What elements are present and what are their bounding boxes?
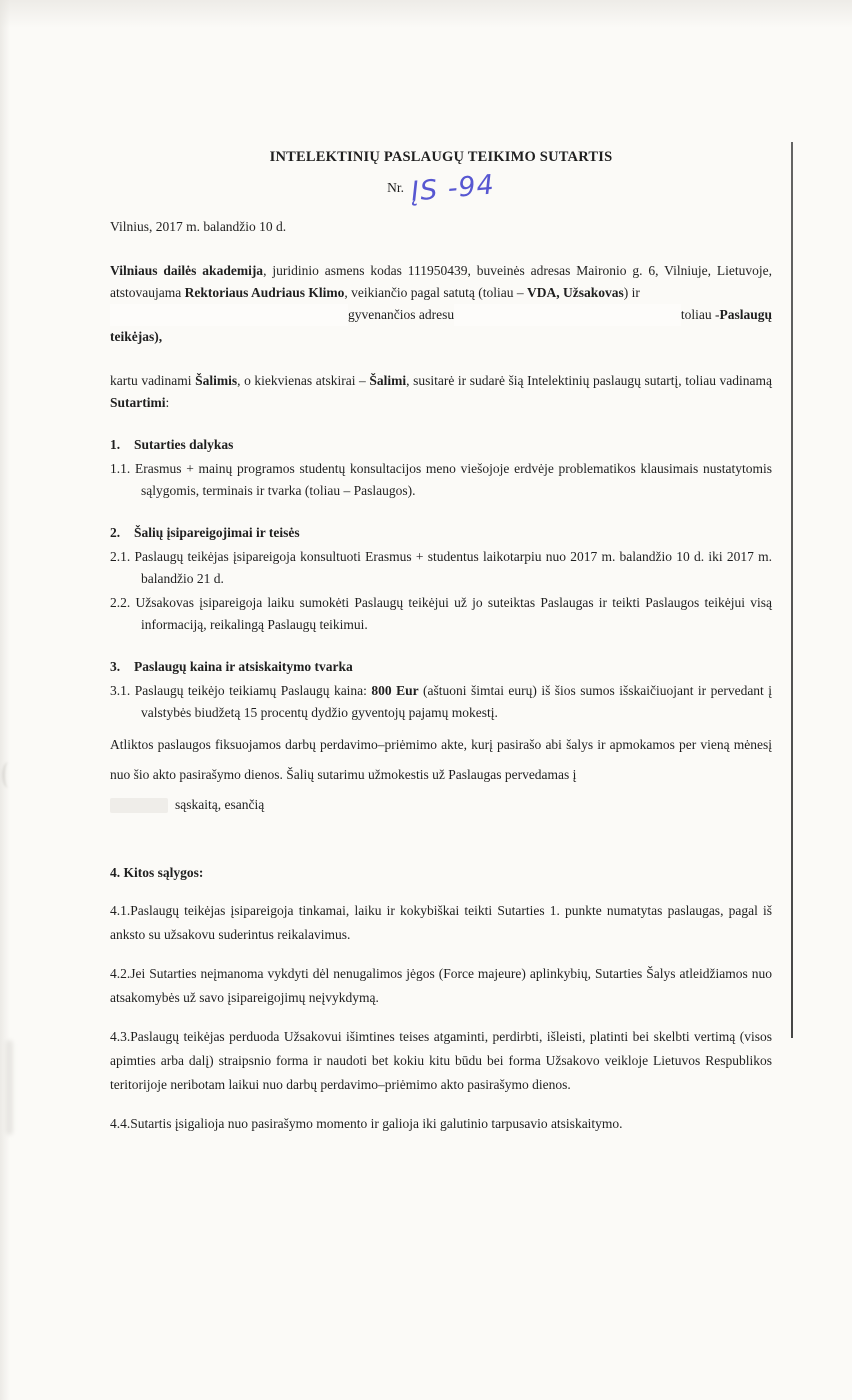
document-title: INTELEKTINIŲ PASLAUGŲ TEIKIMO SUTARTIS <box>269 149 613 165</box>
account-line <box>110 790 772 820</box>
rector-name: Rektoriaus Audriaus Klimo <box>184 285 345 300</box>
clause-4-4: 4.4.Sutartis įsigalioja nuo pasirašymo momento ir galioja iki galutinio tarpusavio atsiskaitymo. <box>110 1116 623 1131</box>
scan-artifact-left-edge <box>0 0 10 1400</box>
text-segment: (aštuoni šimtai eurų) iš šios sumos išskaičiuojant ir pervedant į valstybės biudžetą 15 procentų dydžio gyventojų pajamų mokestį. <box>141 683 773 720</box>
text-segment: , susitarė ir sudarė šią Intelektinių paslaugų sutartį, toliau vadinamą <box>406 373 773 388</box>
text-segment: , o kiekvienas atskirai – <box>237 373 370 388</box>
clause-2-2: 2.2. Užsakovas įsipareigoja laiku sumokėti Paslaugų teikėjui už jo suteiktas Paslaugas ir teikti Paslaugos teikėjui visą informaciją, reikalingą Paslaugų teikimui. <box>110 595 772 632</box>
provider-alias-part2: teikėjas), <box>110 329 163 344</box>
customer-alias: VDA, Užsakovas <box>526 285 624 300</box>
clause-4-3: 4.3.Paslaugų teikėjas perduoda Užsakovui išimtines teises atgaminti, perdirbti, išleisti, platinti bei skelbti vertimą (visos apimties arba dalį) straipsnio forma ir naudoti bet kokiu kitu būdu bei forma Užsakovo veikloje Lietuvos Respublikos teritorijoje neribotam laikui nuo darbų perdavimo–priėmimo akto pasirašymo dienos. <box>110 1029 772 1092</box>
text-segment-bold: Šalimis <box>195 373 238 388</box>
section-2 <box>110 522 772 636</box>
number-label: Nr. <box>387 180 405 195</box>
text-segment: , juridinio asmens kodas 111950439, buveinės adresas Maironio g. 6, Vilniuje, Lietuvoje, atstovaujama <box>110 263 772 300</box>
price-value: 800 Eur <box>371 683 419 698</box>
payment-paragraph: Atliktos paslaugos fiksuojamos darbų perdavimo–priėmimo akte, kurį pasirašo abi šalys ir apmokamos per vieną mėnesį nuo šio akto pasirašymo dienos. Šalių sutarimu užmokestis už Paslaugas pervedamas į <box>110 737 772 782</box>
section-number: 1. <box>110 437 121 452</box>
section-title: Paslaugų kaina ir atsiskaitymo tvarka <box>134 659 353 674</box>
section-number: 3. <box>110 659 121 674</box>
text-segment: toliau - <box>680 307 720 322</box>
provider-alias-part1: Paslaugų <box>719 307 772 322</box>
scan-artifact-smudge <box>6 1040 13 1135</box>
customer-name: Vilniaus dailės akademija <box>110 263 264 278</box>
section-1 <box>110 434 772 502</box>
preamble-paragraph <box>110 370 772 414</box>
parties-paragraph <box>110 260 772 304</box>
text-segment: , veikiančio pagal satutą (toliau – <box>344 285 527 300</box>
section-4-heading: 4. Kitos sąlygos: <box>110 865 204 880</box>
text-segment: kartu vadinami <box>110 373 196 388</box>
text-segment: : <box>165 395 170 410</box>
provider-line-redacted <box>110 304 772 326</box>
handwritten-contract-number: ĮS -94 <box>409 169 497 208</box>
section-3-heading <box>110 656 772 678</box>
text-segment: ) ir <box>623 285 640 300</box>
text-segment: 3.1. Paslaugų teikėjo teikiamų Paslaugų kaina: <box>110 683 372 698</box>
text-segment: sąskaitą, esančią <box>175 797 265 812</box>
redacted-account-number <box>110 798 168 813</box>
scan-artifact-vertical-line <box>791 142 793 1038</box>
clause-4-2: 4.2.Jei Sutarties neįmanoma vykdyti dėl nenugalimos jėgos (Force majeure) aplinkybių, Sutarties Šalys atleidžiamos nuo atsakomybės už savo įsipareigojimų neįvykdymą. <box>110 966 772 1005</box>
section-title: Šalių įsipareigojimai ir teisės <box>134 525 300 540</box>
section-title: Sutarties dalykas <box>134 437 234 452</box>
text-segment-bold: Sutartimi <box>110 395 166 410</box>
section-2-heading <box>110 522 772 544</box>
text-segment: gyvenančios adresu <box>348 307 455 322</box>
scan-artifact-top-shadow <box>0 0 852 28</box>
clause-2-1: 2.1. Paslaugų teikėjas įsipareigoja konsultuoti Erasmus + studentus laikotarpiu nuo 2017 m. balandžio 10 d. iki 2017 m. balandžio 21 d. <box>110 549 772 586</box>
clause-3-1 <box>110 680 772 724</box>
section-number: 2. <box>110 525 121 540</box>
redacted-provider-name <box>110 304 348 326</box>
section-3 <box>110 656 772 820</box>
scan-artifact-smudge <box>2 762 15 788</box>
place-and-date: Vilnius, 2017 m. balandžio 10 d. <box>110 219 287 234</box>
document-content <box>110 146 772 1136</box>
clause-4-1: 4.1.Paslaugų teikėjas įsipareigoja tinkamai, laiku ir kokybiškai teikti Sutarties 1. punkte numatytas paslaugas, pagal iš anksto su užsakovu suderintus reikalavimus. <box>110 903 772 942</box>
text-segment-bold: Šalimi <box>369 373 407 388</box>
clause-1-1: 1.1. Erasmus + mainų programos studentų konsultacijos meno viešojoje erdvėje problematikos klausimais nustatytomis sąlygomis, terminais ir tvarka (toliau – Paslaugos). <box>110 461 772 498</box>
redacted-provider-address <box>454 304 681 326</box>
section-1-heading <box>110 434 772 456</box>
contract-number-line <box>110 169 772 208</box>
